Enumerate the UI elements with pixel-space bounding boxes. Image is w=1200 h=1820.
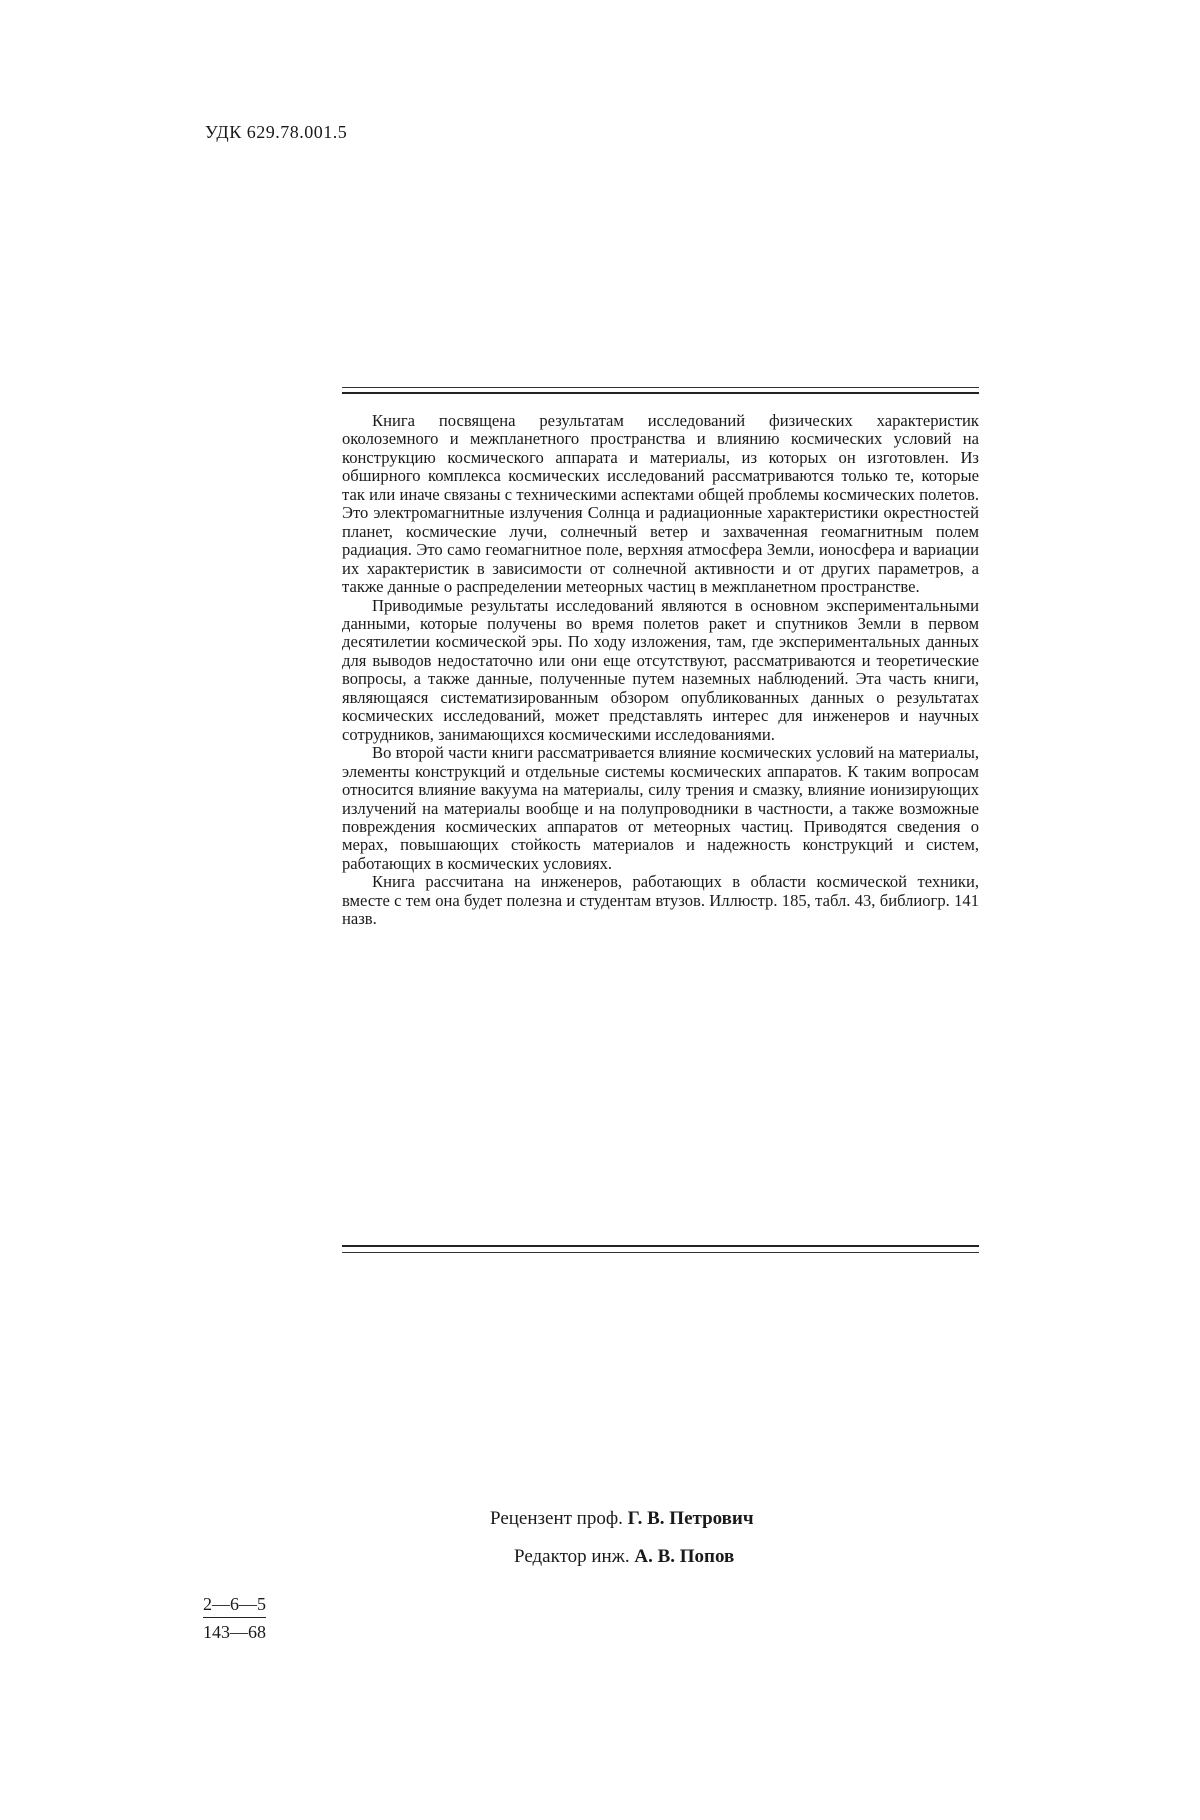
editor-line	[490, 1538, 870, 1576]
reviewer-line	[490, 1500, 870, 1538]
annotation-bottom-rule-thin	[342, 1252, 979, 1253]
publication-index	[203, 1592, 266, 1644]
annotation-block	[342, 412, 979, 929]
annotation-top-rule-thick	[342, 392, 979, 394]
udc-code: УДК 629.78.001.5	[205, 122, 348, 142]
annotation-paragraph-3: Во второй части книги рассматривается влияние космических условий на материалы, элементы конструкций и отдельные системы космических аппаратов. К таким вопросам относится влияние вакуума на материалы, силу трения и смазку, влияние ионизирующих излучений на материалы вообще и на полупроводники в частности, а также возможные повреждения космических аппаратов от метеорных частиц. Приводятся сведения о мерах, повышающих стойкость материалов и надежность конструкций и систем, работающих в космических условиях.	[342, 743, 979, 873]
editor-name: А. В. Попов	[634, 1546, 735, 1567]
annotation-top-rule-thin	[342, 387, 979, 388]
editor-role: Редактор инж.	[514, 1546, 630, 1567]
annotation-paragraph-2: Приводимые результаты исследований являются в основном экспериментальными данными, которые получены во время полетов ракет и спутников Земли в первом десятилетии космической эры. По ходу изложения, там, где экспериментальных данных для выводов недостаточно или они еще отсутствуют, рассматриваются и теоретические вопросы, а также данные, полученные путем наземных наблюдений. Эта часть книги, являющаяся систематизированным обзором опубликованных данных о результатах космических исследований, может представлять интерес для инженеров и научных сотрудников, занимающихся космическими исследованиями.	[342, 595, 979, 744]
reviewer-name: Г. В. Петрович	[627, 1508, 754, 1529]
index-denominator: 143—68	[203, 1622, 266, 1642]
reviewer-role: Рецензент проф.	[490, 1508, 623, 1529]
index-numerator: 2—6—5	[203, 1592, 266, 1618]
annotation-paragraph-4: Книга рассчитана на инженеров, работающих в области космической техники, вместе с тем она будет полезна и студентам втузов. Иллюстр. 185, табл. 43, библиогр. 141 назв.	[342, 872, 979, 929]
credits-block	[490, 1500, 870, 1576]
annotation-paragraph-1: Книга посвящена результатам исследований физических характеристик околоземного и межпланетного пространства и влиянию космических условий на конструкцию космического аппарата и материалы, из которых он изготовлен. Из обширного комплекса космических исследований рассматриваются только те, которые так или иначе связаны с техническими аспектами общей проблемы космических полетов. Это электромагнитные излучения Солнца и радиационные характеристики окрестностей планет, космические лучи, солнечный ветер и захваченная геомагнитным полем радиация. Это само геомагнитное поле, верхняя атмосфера Земли, ионосфера и вариации их характеристик в зависимости от солнечной активности и от других параметров, а также данные о распределении метеорных частиц в межпланетном пространстве.	[342, 411, 979, 597]
annotation-bottom-rule-thick	[342, 1245, 979, 1247]
